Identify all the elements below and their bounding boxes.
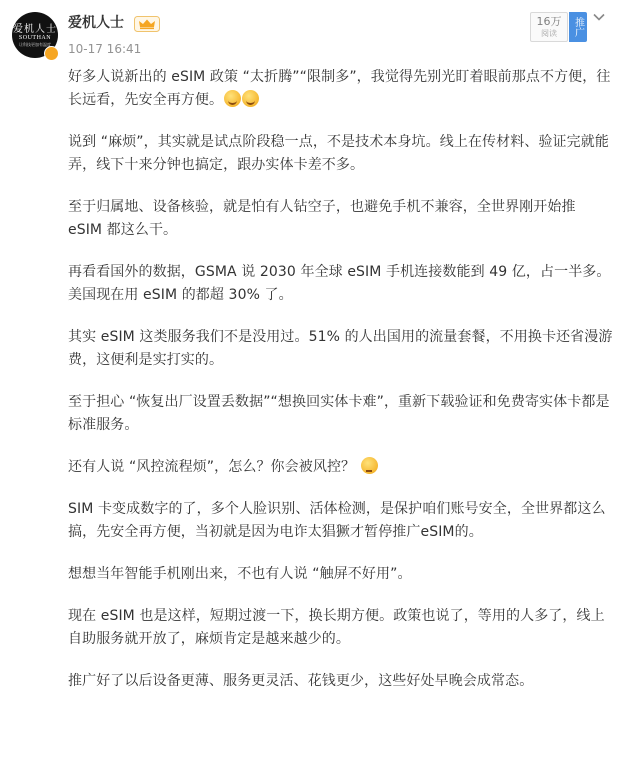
grin-sweat-icon — [224, 90, 241, 107]
post-paragraph: 好多人说新出的 eSIM 政策 “太折腾”“限制多”，我觉得先别光盯着眼前那点不方便，往长远看，先安全再方便。 — [68, 69, 611, 108]
promote-button[interactable]: 推广 — [569, 12, 587, 42]
read-count-label: 阅读 — [541, 29, 557, 38]
member-crown-icon[interactable] — [134, 16, 160, 32]
post-timestamp[interactable]: 10-17 16:41 — [68, 42, 142, 56]
post-body — [68, 66, 613, 712]
avatar-logo-text: 爱机人士 — [13, 23, 57, 35]
post-paragraph: 推广好了以后设备更薄、服务更灵活、花钱更少，这些好处早晚会成常态。 — [68, 673, 534, 689]
author-name[interactable]: 爱机人士 — [68, 15, 124, 31]
verified-badge-icon — [44, 46, 59, 61]
post-paragraph: SIM 卡变成数字的了，多个人脸识别、活体检测，是保护咱们账号安全，全世界都这么搞，先安全再方便，当初就是因为电诈太猖獗才暂停推广eSIM的。 — [68, 501, 606, 540]
post-paragraph: 其实 eSIM 这类服务我们不是没用过。51% 的人出国用的流量套餐，不用换卡还省漫游费，这便利是实打实的。 — [68, 329, 613, 368]
thinking-face-icon — [361, 457, 378, 474]
post-paragraph: 至于担心 “恢复出厂设置丢数据”“想换回实体卡难”，重新下载验证和免费寄实体卡都是标准服务。 — [68, 394, 610, 433]
avatar-logo-subtext: SOUTHAN — [18, 34, 52, 41]
post-paragraph: 说到 “麻烦”，其实就是试点阶段稳一点，不是技术本身坑。线上在传材料、验证完就能弄，线下十来分钟也搞定，跟办实体卡差不多。 — [68, 134, 609, 173]
read-count-badge — [530, 12, 568, 42]
post-paragraph: 至于归属地、设备核验，就是怕有人钻空子，也避免手机不兼容，全世界刚开始推 eSIM 都这么干。 — [68, 199, 576, 238]
post-paragraph: 还有人说 “风控流程烦”，怎么？你会被风控？ — [68, 456, 613, 479]
avatar-logo-slogan: 让科技更加有温度 — [19, 41, 51, 47]
read-count: 16万 — [536, 15, 562, 28]
chevron-down-icon[interactable] — [592, 10, 606, 24]
post-paragraph: 再看看国外的数据，GSMA 说 2030 年全球 eSIM 手机连接数能到 49 亿，占一半多。美国现在用 eSIM 的都超 30% 了。 — [68, 264, 611, 303]
post-paragraph: 想想当年智能手机刚出来，不也有人说 “触屏不好用”。 — [68, 566, 412, 582]
grin-sweat-icon — [242, 90, 259, 107]
post-paragraph: 现在 eSIM 也是这样，短期过渡一下，换长期方便。政策也说了，等用的人多了，线上自助服务就开放了，麻烦肯定是越来越少的。 — [68, 608, 605, 647]
